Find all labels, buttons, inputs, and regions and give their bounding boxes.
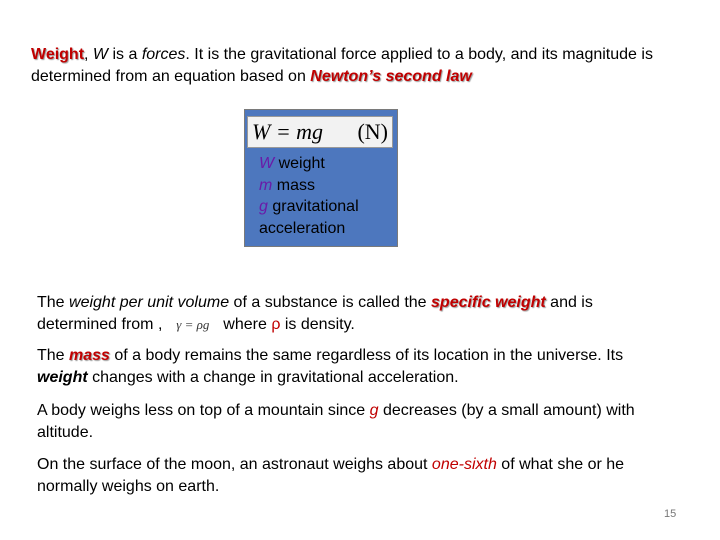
weight-per-unit-volume: weight per unit volume: [69, 294, 230, 311]
variable-list: [259, 153, 393, 239]
term-specific-weight: specific weight: [431, 294, 546, 311]
variable-description: mass: [276, 176, 316, 194]
page-number: 15: [664, 508, 677, 520]
weight-equation: [247, 116, 393, 148]
variable-description: gravitational acceleration: [259, 198, 359, 237]
term-newtons-second-law: Newton’s second law: [310, 67, 472, 85]
symbol-w: W: [92, 46, 109, 63]
symbol-rho: ρ: [271, 315, 281, 333]
variable-item: [259, 175, 393, 197]
variable-symbol: W: [259, 155, 275, 172]
mountain-paragraph: [37, 400, 677, 443]
variable-description: weight: [278, 155, 325, 172]
mountain-text-1: A body weighs less on top of a mountain since: [37, 402, 370, 419]
weight-formula-box: [244, 109, 398, 247]
moon-text-1: On the surface of the moon, an astronaut weighs about: [37, 456, 432, 473]
symbol-g: g: [369, 402, 379, 419]
sw-text-3: and is determined from ,: [37, 294, 593, 333]
term-weight-italic: weight: [37, 368, 88, 386]
intro-sep: ,: [84, 46, 93, 63]
moon-text-2: of what she or he normally weighs on earth.: [37, 456, 625, 495]
mass-text-2: of a body remains the same regardless of its location in the universe. Its: [109, 347, 624, 364]
equation-unit: (N): [357, 119, 388, 144]
term-mass: mass: [69, 347, 110, 364]
equation-text: W = mg: [252, 119, 324, 144]
mass-text-3: changes with a change in gravitational acceleration.: [87, 368, 459, 386]
term-forces: forces: [141, 46, 186, 63]
term-weight: Weight: [31, 46, 85, 63]
mountain-text-2: decreases (by a small amount) with altitude.: [37, 402, 635, 441]
variable-symbol: g: [259, 198, 268, 215]
sw-text-4: where: [218, 315, 272, 333]
specific-weight-equation: γ = ρg: [176, 316, 210, 332]
variable-item: [259, 196, 393, 239]
variable-symbol: m: [259, 176, 273, 194]
specific-weight-paragraph: [37, 292, 677, 335]
mass-text-1: The: [37, 347, 70, 364]
intro-paragraph: [31, 44, 691, 87]
sw-text-5: is density.: [280, 315, 355, 333]
moon-paragraph: [37, 454, 677, 497]
intro-text-2: . It is the gravitational force applied to a body, and its magnitude is determined from an equation based on: [31, 46, 653, 85]
sw-text-1: The: [37, 294, 70, 311]
sw-text-2: of a substance is called the: [229, 294, 432, 311]
variable-item: [259, 153, 393, 175]
mass-paragraph: [37, 345, 677, 388]
intro-text-1: is a: [108, 46, 142, 63]
term-one-sixth: one-sixth: [431, 456, 497, 473]
